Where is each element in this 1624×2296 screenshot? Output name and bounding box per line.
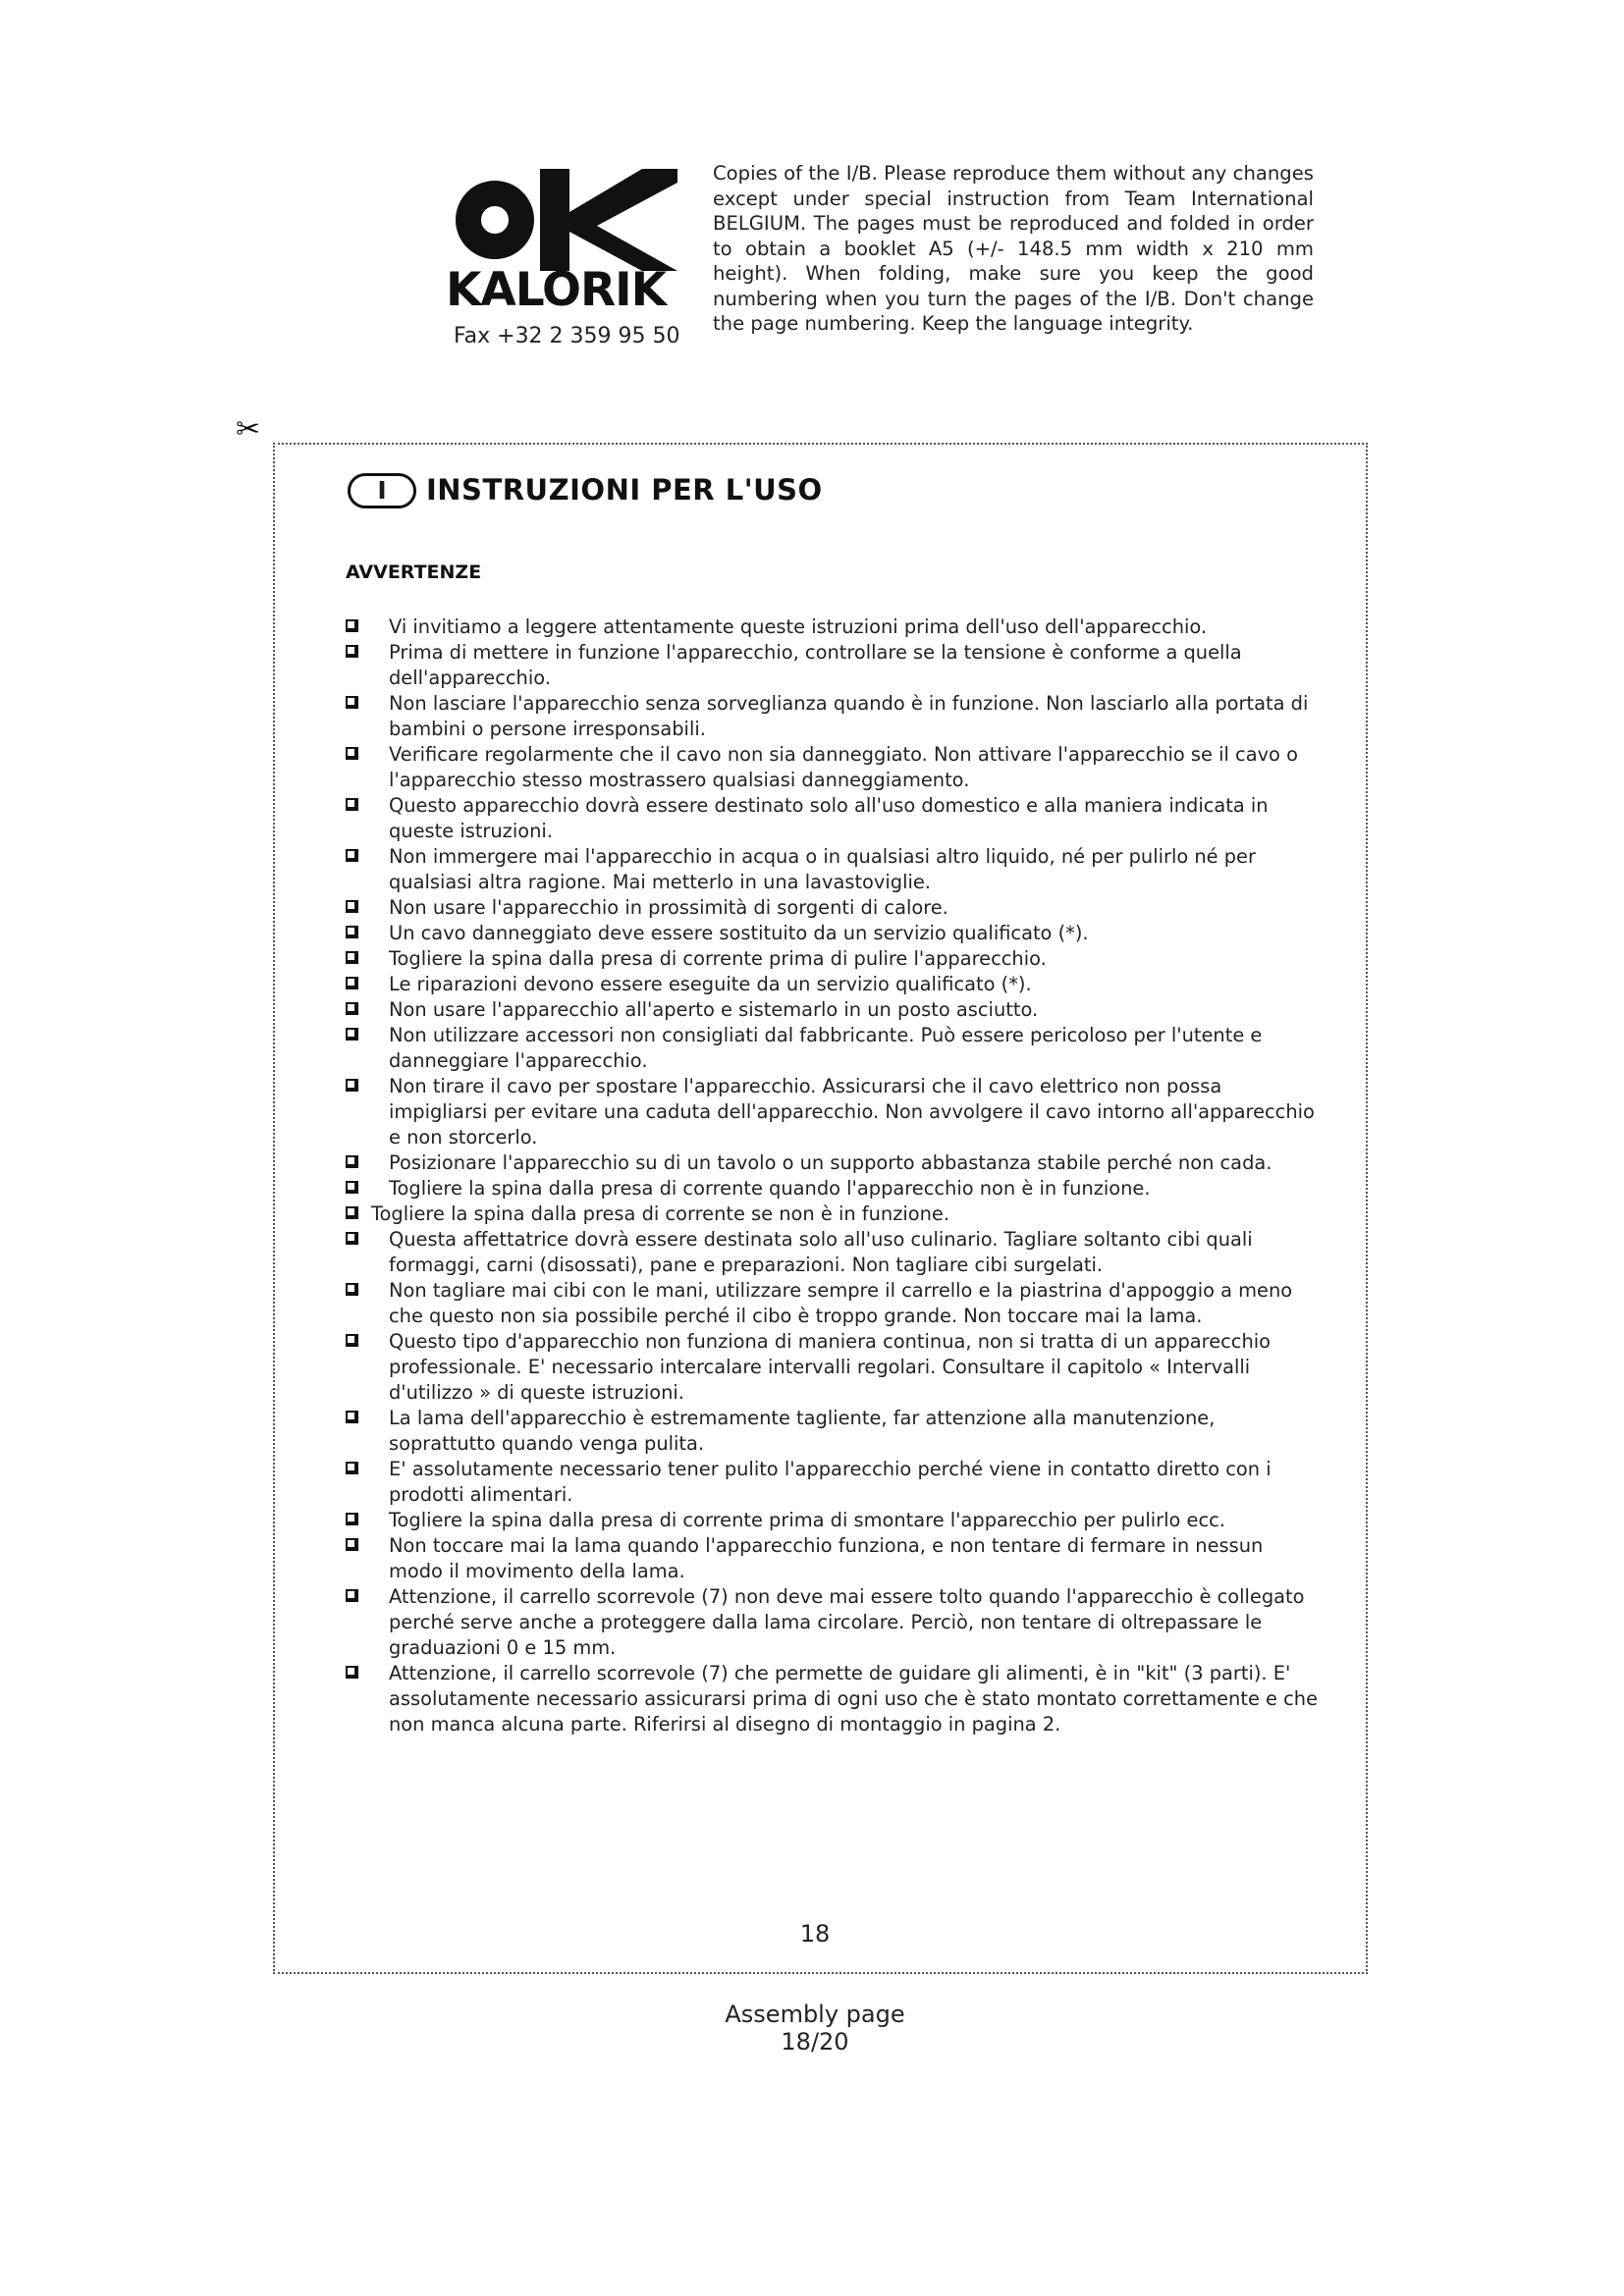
warning-item [346, 691, 1318, 742]
checkbox-icon [346, 1079, 358, 1092]
warning-text: Attenzione, il carrello scorrevole (7) non deve mai essere tolto quando l'apparecchio è collegato perché serve anche a proteggere dalla lama circolare. Perciò, non tentare di oltrepassare le graduazioni 0 e 15 mm. [389, 1585, 1305, 1659]
warning-text: La lama dell'apparecchio è estremamente tagliente, far attenzione alla manutenzione, soprattutto quando venga pulita. [389, 1407, 1216, 1455]
warning-item [346, 1023, 1318, 1074]
warning-text: Non lasciare l'apparecchio senza sorveglianza quando è in funzione. Non lasciarlo alla portata di bambini o persone irresponsabili. [389, 692, 1309, 740]
page-number: 18 [799, 1920, 831, 1948]
checkbox-icon [346, 747, 358, 760]
warning-item [346, 997, 1318, 1023]
checkbox-icon [346, 1538, 358, 1551]
warning-text: Un cavo danneggiato deve essere sostituito da un servizio qualificato (*). [389, 922, 1089, 944]
warning-item [346, 844, 1318, 895]
warning-item [346, 1457, 1318, 1508]
warning-text: Verificare regolarmente che il cavo non sia danneggiato. Non attivare l'apparecchio se il cavo o l'apparecchio stesso mostrassero qualsiasi danneggiamento. [389, 743, 1298, 791]
warning-text: Questa affettatrice dovrà essere destinata solo all'uso culinario. Tagliare soltanto cibi quali formaggi, carni (disossati), pane e preparazioni. Non tagliare cibi surgelati. [389, 1228, 1253, 1276]
warning-text: Questo apparecchio dovrà essere destinato solo all'uso domestico e alla maniera indicata in queste istruzioni. [389, 794, 1269, 842]
checkbox-icon [346, 1181, 358, 1194]
warning-text: Non usare l'apparecchio all'aperto e sistemarlo in un posto asciutto. [389, 998, 1039, 1021]
checkbox-icon [346, 977, 358, 989]
fax-number: Fax +32 2 359 95 50 [454, 324, 680, 348]
warning-item [346, 1227, 1318, 1278]
warning-item [346, 1329, 1318, 1406]
warning-text: Togliere la spina dalla presa di corrente prima di pulire l'apparecchio. [389, 947, 1047, 970]
warning-text: Non toccare mai la lama quando l'apparecchio funziona, e non tentare di fermare in nessun modo il movimento della lama. [389, 1534, 1264, 1582]
warning-item [346, 1508, 1318, 1533]
checkbox-icon [346, 926, 358, 938]
warnings-list [346, 614, 1318, 1737]
warning-item [346, 1406, 1318, 1457]
warning-text: Togliere la spina dalla presa di corrente prima di smontare l'apparecchio per pulirlo ecc. [389, 1509, 1225, 1531]
warning-text: Posizionare l'apparecchio su di un tavolo o un supporto abbastanza stabile perché non cada. [389, 1151, 1272, 1174]
warning-item [346, 1661, 1318, 1737]
checkbox-icon [346, 1283, 358, 1296]
assembly-page-note: Assembly page 18/20 [725, 2001, 905, 2056]
warning-item [346, 614, 1318, 640]
checkbox-icon [346, 645, 358, 658]
warning-text: Questo tipo d'apparecchio non funziona di maniera continua, non si tratta di un apparecchio professionale. E' necessario intercalare intervalli regolari. Consultare il capitolo « Intervalli d'utilizzo » di queste istruzioni. [389, 1330, 1271, 1404]
checkbox-icon [346, 1155, 358, 1168]
kalorik-logo-mark [450, 169, 677, 271]
checkbox-icon [346, 1666, 358, 1679]
warning-text: Non usare l'apparecchio in prossimità di sorgenti di calore. [389, 896, 948, 919]
warning-text: Togliere la spina dalla presa di corrente se non è in funzione. [371, 1202, 950, 1225]
warning-item [346, 1150, 1318, 1176]
checkbox-icon [346, 849, 358, 862]
reproduction-instructions: Copies of the I/B. Please reproduce them without any changes except under special instruction from Team International BELGIUM. The pages must be reproduced and folded in order to obtain a booklet A5 (+/- 148.5 mm width x 210 mm height). When folding, make sure you keep the good numbering when you turn the pages of the I/B. Don't change the page numbering. Keep the language integrity. [713, 162, 1314, 335]
checkbox-icon [346, 619, 358, 632]
warning-item [346, 1278, 1318, 1329]
checkbox-icon [346, 798, 358, 811]
warning-text: Le riparazioni devono essere eseguite da un servizio qualificato (*). [389, 973, 1032, 995]
checkbox-icon [346, 1232, 358, 1245]
warning-item [346, 1201, 1318, 1227]
scissors-icon: ✂ [236, 412, 261, 447]
checkbox-icon [346, 1589, 358, 1602]
warning-text: Prima di mettere in funzione l'apparecchio, controllare se la tensione è conforme a quella dell'apparecchio. [389, 641, 1242, 689]
warning-text: Non tirare il cavo per spostare l'apparecchio. Assicurarsi che il cavo elettrico non possa impigliarsi per evitare una caduta dell'apparecchio. Non avvolgere il cavo intorno all'apparecchio e non storcerlo. [389, 1075, 1315, 1148]
warning-text: Non immergere mai l'apparecchio in acqua o in qualsiasi altro liquido, né per pulirlo né per qualsiasi altra ragione. Mai metterlo in una lavastoviglie. [389, 845, 1256, 893]
warning-item [346, 1074, 1318, 1150]
checkbox-icon [346, 696, 358, 709]
checkbox-icon [346, 900, 358, 913]
warning-text: Vi invitiamo a leggere attentamente queste istruzioni prima dell'uso dell'apparecchio. [389, 615, 1208, 638]
checkbox-icon [346, 1002, 358, 1015]
warning-item [346, 972, 1318, 997]
warning-item [346, 742, 1318, 793]
warning-item [346, 1176, 1318, 1201]
checkbox-icon [346, 1462, 358, 1474]
brand-name: KALORIK [445, 263, 667, 317]
warning-item [346, 1533, 1318, 1584]
warning-item [346, 793, 1318, 844]
checkbox-icon [346, 1334, 358, 1347]
warnings-heading: AVVERTENZE [346, 561, 482, 583]
warning-text: Non tagliare mai cibi con le mani, utilizzare sempre il carrello e la piastrina d'appoggio a meno che questo non sia possibile perché il cibo è troppo grande. Non toccare mai la lama. [389, 1279, 1293, 1327]
section-title: INSTRUZIONI PER L'USO [426, 473, 823, 507]
warning-item [346, 921, 1318, 946]
warning-item [346, 895, 1318, 921]
warning-item [346, 946, 1318, 972]
checkbox-icon [346, 1513, 358, 1525]
checkbox-icon [346, 1411, 358, 1423]
warning-text: Non utilizzare accessori non consigliati dal fabbricante. Può essere pericoloso per l'utente e danneggiare l'apparecchio. [389, 1024, 1263, 1072]
warning-item [346, 1584, 1318, 1661]
checkbox-icon [346, 1028, 358, 1041]
warning-text: Togliere la spina dalla presa di corrente quando l'apparecchio non è in funzione. [389, 1177, 1151, 1200]
checkbox-icon [346, 951, 358, 964]
warning-item [346, 640, 1318, 691]
warning-text: Attenzione, il carrello scorrevole (7) che permette de guidare gli alimenti, è in "kit" (3 parti). E' assolutamente necessario assicurarsi prima di ogni uso che è stato montato correttamente e che non manca alcuna parte. Riferirsi al disegno di montaggio in pagina 2. [389, 1662, 1319, 1735]
language-badge: I [348, 473, 416, 508]
warning-text: E' assolutamente necessario tener pulito l'apparecchio perché viene in contatto diretto con i prodotti alimentari. [389, 1458, 1272, 1506]
checkbox-icon [346, 1206, 358, 1219]
